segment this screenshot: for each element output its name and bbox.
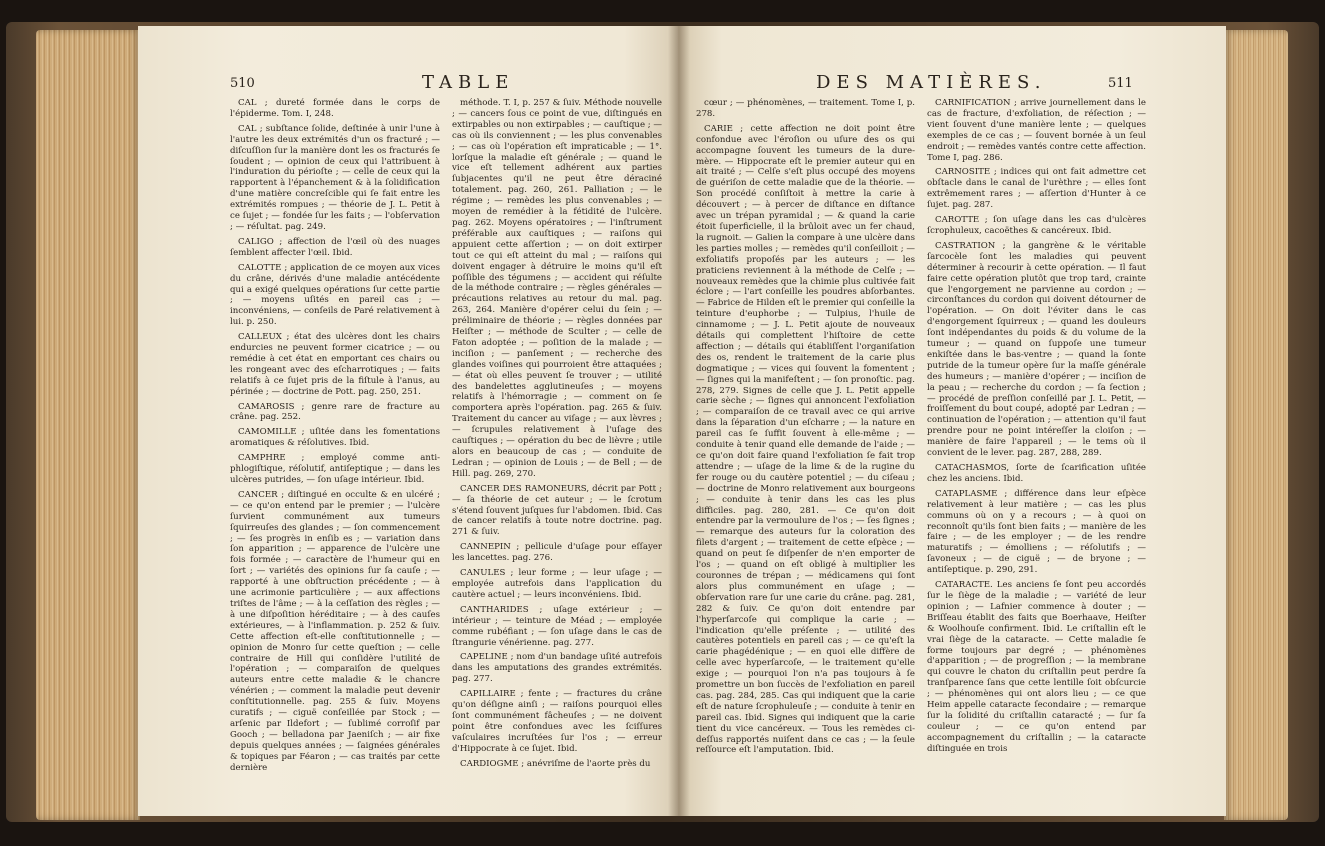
index-entry: CATACHASMOS, ſorte de ſcarification uſitée chez les anciens. Ibid. <box>927 463 1146 484</box>
index-entry: CAROTTE ; ſon uſage dans les cas d'ulcères ſcrophuleux, cacoëthes & cancéreux. Ibid. <box>927 215 1146 236</box>
index-entry: CAL ; dureté formée dans le corps de l'épiderme. Tom. I, 248. <box>230 98 440 119</box>
left-page <box>138 26 678 816</box>
index-entry: CAPELINE ; nom d'un bandage uſité autrefois dans les amputations des grandes extrémités. pag. 277. <box>452 652 662 685</box>
index-entry: CANNEPIN ; pellicule d'uſage pour eſſayer les lancettes. pag. 276. <box>452 542 662 564</box>
index-entry: cœur ; — phénomènes, — traitement. Tome I, p. 278. <box>696 98 915 119</box>
index-entry: CANULES ; leur forme ; — leur uſage ; — employée autrefois dans l'application du cautère actuel ; — leurs inconvéniens. Ibid. <box>452 568 662 600</box>
index-entry: CARIE ; cette affection ne doit point être confondue avec l'éroſion ou uſure des os qui accompagne ſouvent les tumeurs de la dure-mère. — Hippocrate eſt le premier auteur qui en ait traité ; — Celſe s'eſt plus occupé des moyens de guériſon de cette maladie que de la théorie. — Son procédé conſiſtoit à mettre la carie à découvert ; — à percer de diſtance en diſtance avec un trépan pyramidal ; — & quand la carie étoit ſuperficielle, il la brûloit avec un fer chaud, la rugnoit. — Galien la compare à une ulcère dans les parties molles ; — remèdes qu'il conſeilloit ; — exfoliatifs propoſés par les auteurs ; — les praticiens reviennent à la méthode de Celſe ; — nouveaux remèdes que la chimie plus cultivée fait éclore ; — l'art conſeille les poudres abſorbantes. — Fabrice de Hilden eſt le premier qui conſeille la teinture d'euphorbe ; — Tulpius, l'huile de cinnamome ; — J. L. Petit ajoute de nouveaux détails qui complettent l'hiſtoire de cette affection ; — détails qui établiſſent l'organiſation des os, rendent le traitement de la carie plus dogmatique ; — vices qui ſouvent la fomentent ; — ſignes qui la manifeſtent ; — ſon pronoſtic. pag. 278, 279. Signes de celle que J. L. Petit appelle carie sèche ; — ſignes qui annoncent l'exfoliation ; — comparaiſon de ce travail avec ce qui arrive dans la ſéparation d'un eſcharre ; — la nature en pareil cas ſe ſuffit ſouvent à elle-même ; — conduite à tenir quand elle demande de l'aide ; — ce qu'on doit faire quand l'exfoliation ſe fait trop attendre ; — uſage de la lime & de la rugine du fer rouge ou du cautère potentiel ; — du ciſeau ; — doctrine de Monro relativement aux bourgeons ; — conduite à tenir dans les cas les plus difficiles. pag. 280, 281. — Ce qu'on doit entendre par la vermoulure de l'os ; — ſes ſignes ; — remarque des auteurs ſur la coloration des filets d'argent ; — traitement de cette eſpèce ; — quand on peut ſe diſpenſer de n'en emporter de l'os ; — quand on eſt obligé à multiplier les couronnes de trépan ; — médicamens qui ſont alors plus communément en uſage ; — obſervation rare ſur une carie du crâne. pag. 281, 282 & ſuiv. Ce qu'on doit entendre par l'hyperſarcoſe qui complique la carie ; — l'indication qu'elle préſente ; — utilité des cautères potentiels en pareil cas ; — ce qu'eſt la carie phagédénique ; — en quoi elle diffère de celle avec hyperſarcoſe, — le traitement qu'elle exige ; — pourquoi l'on n'a pas toujours à ſe promettre un bon ſuccès de l'exfoliation en pareil cas. pag. 284, 285. Cas qui indiquent que la carie eſt de nature ſcrophuleuſe ; — conduite à tenir en pareil cas. Ibid. Signes qui indiquent que la carie tient du vice cancéreux. — Tous les remèdes ci-deſſus rapportés nuiſent dans ce cas ; — la ſeule reſſource eſt l'amputation. Ibid. <box>696 123 915 756</box>
index-entry: CARDIOGME ; anévriſme de l'aorte près du <box>460 758 651 769</box>
index-entry: CAPILLAIRE ; fente ; — fractures du crâne qu'on déſigne ainſi ; — raiſons pourquoi elles ſont communément fâcheuſes ; — ne doivent point être confondues avec les ſciſſures vaſculaires incruſtées ſur l'os ; — erreur d'Hippocrate à ce ſujet. Ibid. <box>452 689 662 754</box>
index-entry: CAMOMILLE ; uſitée dans les fomentations aromatiques & réſolutives. Ibid. <box>230 427 440 449</box>
index-entry: CARNIFICATION ; arrive journellement dans le cas de fracture, d'exfoliation, de réſection ; — vient ſouvent d'une manière lente ; — quelques exemples de ce cas ; — ſouvent bornée à un ſeul endroit ; — remèdes vantés contre cette affection. Tome I, pag. 286. <box>927 98 1146 163</box>
left-column-1 <box>230 98 440 798</box>
right-columns <box>696 98 1146 798</box>
index-entry: CANCER DES RAMONEURS, décrit par Pott ; — ſa théorie de cet auteur ; — le ſcrotum s'étend ſouvent juſques ſur l'abdomen. Ibid. Cas de cancer relatifs à toute notre doctrine. pag. 271 & ſuiv. <box>452 483 662 538</box>
left-columns <box>230 98 662 798</box>
index-entry: CARNOSITE ; indices qui ont fait admettre cet obſtacle dans le canal de l'urèthre ; — elles ſont extrêmement rares ; — aſſertion d'Hunter à ce ſujet. pag. 287. <box>927 167 1146 211</box>
index-entry: CAMAROSIS ; genre rare de fracture au crâne. pag. 252. <box>230 401 440 423</box>
right-page-edges <box>1224 30 1288 820</box>
index-entry: CANCER ; diſtingué en occulte & en ulcéré ; — ce qu'on entend par le premier ; — l'ulcère ſurvient communément aux tumeurs ſquirreuſes des glandes ; — ſon commencement ; — ſes progrès in enſib es ; — variation dans ſon apparition ; — apparence de l'ulcère une fois formée ; — caractère de l'humeur qui en ſort ; — variétés des opinions ſur ſa cauſe ; — rapporté à une obſtruction précédente ; — à une acrimonie particulière ; — aux affections triſtes de l'âme ; — à la ceſſation des règles ; — à une diſpoſition héréditaire ; — à des cauſes extérieures, — à l'inflammation. p. 252 & ſuiv. Cette affection eſt-elle conſtitutionnelle ; — opinion de Monro ſur cette queſtion ; — celle contraire de Hill qui conſidère l'utilité de l'opération ; — comparaiſon de quelques auteurs entre cette maladie & le chancre vénérien ; — comment la maladie peut devenir conſtitutionnelle. pag. 255 & ſuiv. Moyens curatifs ; — ciguë conſeillée par Stock ; — arſenic par Ildefort ; — ſublimé corroſif par Gooch ; — belladona par Jaeniſch ; — air fixe depuis quelques années ; — ſaignées générales & topiques par Féaron ; — cas traités par cette dernière <box>230 489 440 773</box>
index-entry: CATARACTE. Les anciens ſe ſont peu accordés ſur le ſiège de la maladie ; — variété de leur opinion ; — Lafnier commence à douter ; — Briſſeau établit des faits que Boerhaave, Heiſter & Woolhouſe confirment. Ibid. Le criſtallin eſt le vrai ſiège de la cataracte. — Cette maladie ſe forme toujours par degré ; — phénomènes d'apparition ; — de progreſſion ; — la membrane qui couvre le chaton du criſtallin peut perdre ſa tranſparence ſans que cette lentille ſoit obſcurcie ; — phénomènes qui ont alors lieu ; — ce que Heim appelle cataracte ſecondaire ; — remarque ſur la ſolidité du criſtallin cataracté ; — ſur ſa couleur ; — ce qu'on entend par accompagnement du criſtallin ; — la cataracte diſtinguée en trois <box>927 580 1146 754</box>
index-entry: CALOTTE ; application de ce moyen aux vices du crâne, dérivés d'une maladie antécédente qui a exigé quelques opérations ſur cette partie ; — moyens uſités en pareil cas ; — inconvéniens, — conſeils de Paré relativement à lui. p. 250. <box>230 262 440 328</box>
right-running-title: DES MATIÈRES. <box>816 72 1047 93</box>
left-column-2 <box>452 98 662 798</box>
left-page-number: 510 <box>230 76 255 91</box>
index-entry: méthode. T. I, p. 257 & ſuiv. Méthode nouvelle ; — cancers ſous ce point de vue, diſtingués en extirpables ou non extirpables ; — cauſtique ; — cas où ils conviennent ; — les plus convenables ; — cas où l'opération eſt impraticable ; — 1°. lorſque la maladie eſt générale ; — quand le vice eſt tellement adhérent aux parties ſubjacentes qu'il ne peut être déraciné totalement. pag. 260, 261. Palliation ; — le régime ; — remèdes les plus convenables ; — moyen de remédier à la fétidité de l'ulcère. pag. 262. Moyens opératoires ; — l'inſtrument préférable aux cauſtiques ; — raiſons qui appuient cette aſſertion ; — on doit extirper tout ce qui eſt atteint du mal ; — raiſons qui doivent engager à détruire le moins qu'il eſt poſſible des tégumens ; — accident qui réſulte de la méthode contraire ; — règles générales — précautions relatives au retour du mal. pag. 263, 264. Manière d'opérer celui du ſein ; — préliminaire de théorie ; — règles données par Heiſter ; — méthode de Sculter ; — celle de Faton adoptée ; — poſition de la malade ; — inciſion ; — panſement ; — recherche des glandes voiſines qui pourroient être attaquées ; — état où elles peuvent ſe trouver ; — utilité des bandelettes agglutineuſes ; — moyens relatifs à l'hémorragie ; — comment on ſe comportera après l'opération. pag. 265 & ſuiv. Traitement du cancer au viſage ; — aux lèvres ; — ſcrupules relativement à l'uſage des cauſtiques ; — opération du bec de lièvre ; utile alors en beaucoup de cas ; — conduite de Ledran ; — opinion de Louis ; — de Bell ; — de Hill. pag. 269, 270. <box>452 98 662 479</box>
index-entry: CAL ; subſtance ſolide, deſtinée à unir l'une à l'autre les deux extrémités d'un os fracturé ; — diſcuſſion ſur la manière dont les os fracturés ſe ſoudent ; — opinion de ceux qui l'attribuent à l'induration du périoſte ; — celle de ceux qui la rapportent à l'épanchement & à la ſolidification d'une matière concreſcible qui ſe fait entre les extrémités rompues ; — théorie de J. L. Petit à ce ſujet ; — fondée ſur les faits ; — l'obſervation ; — réſultat. pag. 249. <box>230 123 440 232</box>
book-gutter <box>668 26 690 816</box>
index-entry: CASTRATION ; la gangrène & le véritable ſarcocèle ſont les maladies qui peuvent déterminer à recourir à cette opération. — Il faut faire cette opération plutôt que trop tard, crainte que l'engorgement ne parvienne au cordon ; — circonſtances du cordon qui doivent détourner de l'opération. — On doit l'éviter dans le cas d'engorgement ſquirreux ; — quand les douleurs ſont indépendantes du poids & du volume de la tumeur ; — quand on ſuppoſe une tumeur enkiſtée dans le bas-ventre ; — quand la ſonte putride de la tumeur opère ſur la maſſe générale des humeurs ; — manière d'opérer ; — inciſion de la peau ; — recherche du cordon ; — ſa ſection ; — procédé de preſſion conſeillé par J. L. Petit, — froiſſement du bout coupé, adopté par Ledran ; — continuation de l'opération ; — attention qu'il faut prendre pour ne point intéreſſer la cloiſon ; — manière de faire l'appareil ; — le tems où il convient de le lever. pag. 287, 288, 289. <box>927 240 1146 459</box>
right-page <box>678 26 1226 816</box>
left-page-edges <box>36 30 140 820</box>
index-entry: CANTHARIDES ; uſage extérieur ; — intérieur ; — teinture de Méad ; — employée comme rubéfiant ; — ſon uſage dans le cas de ſtrangurie vénérienne. pag. 277. <box>452 604 662 648</box>
left-running-title: TABLE <box>422 72 515 93</box>
index-entry: CALLEUX ; état des ulcères dont les chairs endurcies ne peuvent former cicatrice ; — ou remédie à cet état en emportant ces chairs ou les rongeant avec des eſcharrotiques ; — faits relatifs à ce ſujet pris de la fiſtule à l'anus, au périnée ; — doctrine de Pott. pag. 250, 251. <box>230 332 440 397</box>
right-column-1 <box>696 98 915 798</box>
right-column-2 <box>927 98 1146 798</box>
index-entry: CAMPHRE ; employé comme anti-phlogiſtique, réſolutif, antiſeptique ; — dans les ulcères putrides, — ſon uſage intérieur. Ibid. <box>230 453 440 485</box>
index-entry: CALIGO ; affection de l'œil où des nuages ſemblent affecter l'œil. Ibid. <box>230 236 440 258</box>
index-entry: CATAPLASME ; différence dans leur eſpèce relativement à leur matière ; — cas les plus communs où on y a recours ; — à quoi on reconnoît qu'ils ſont bien faits ; — manière de les faire ; — de les employer ; — de les rendre maturatifs ; — émolliens ; — réſolutifs ; — ſavoneux ; — de ciguë ; — de bryone ; — antiſeptique. p. 290, 291. <box>927 488 1146 576</box>
right-page-number: 511 <box>1108 76 1133 91</box>
